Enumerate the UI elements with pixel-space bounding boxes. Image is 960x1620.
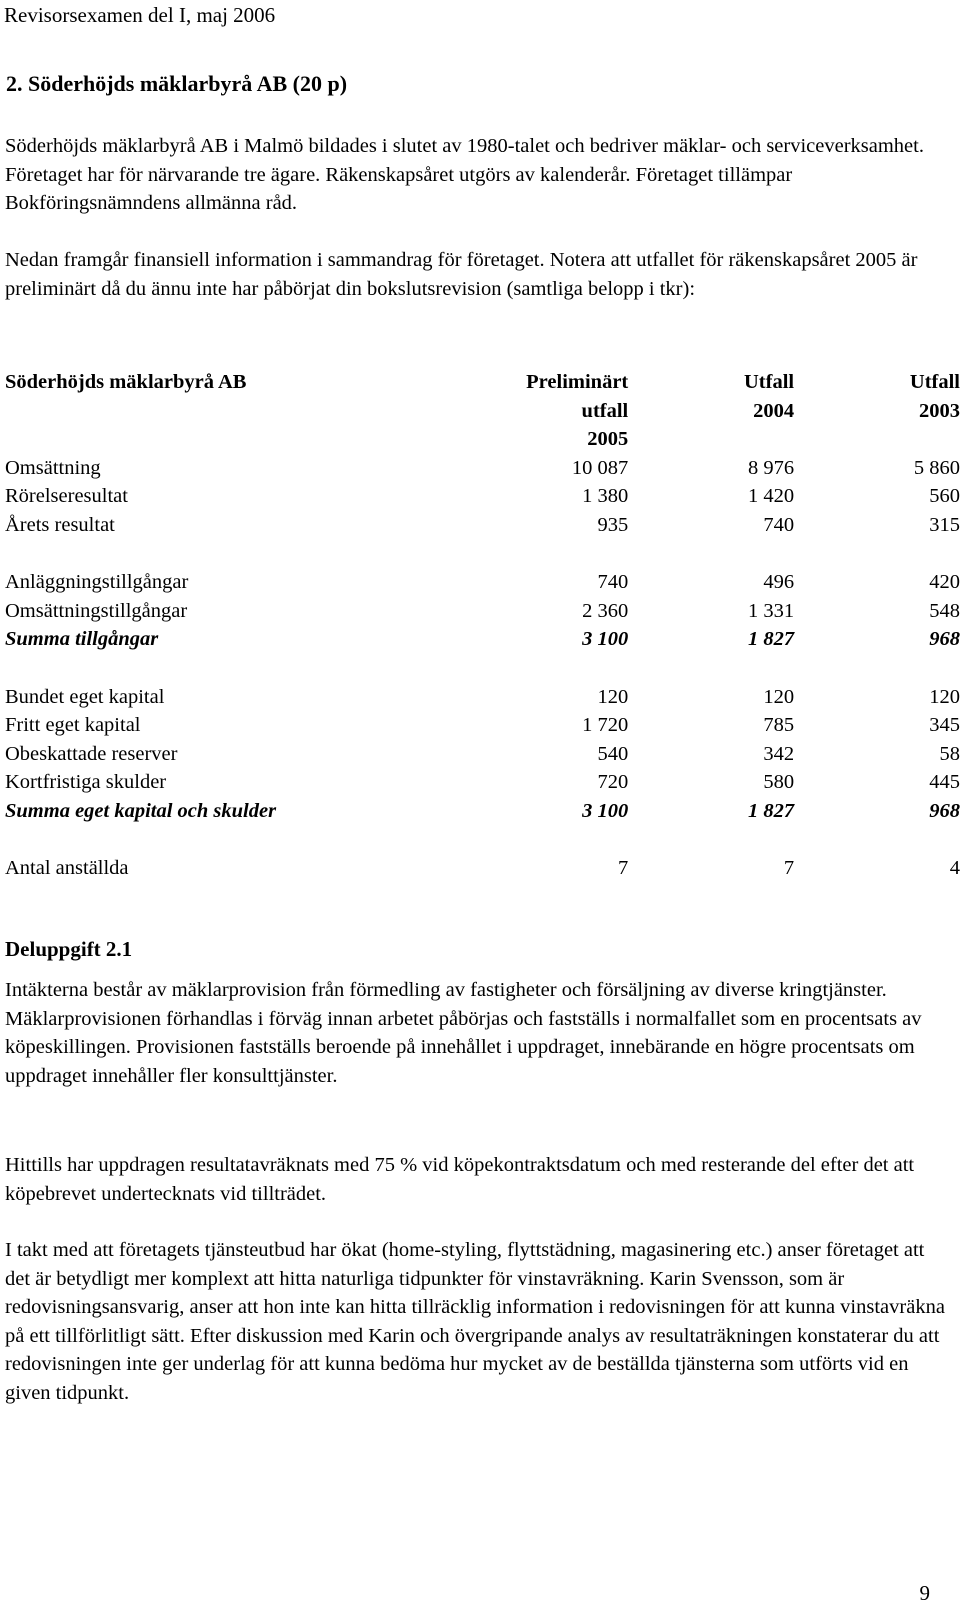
table-row [5,454,960,483]
table-row [5,740,960,769]
value-2005: 3 100 [582,799,629,822]
table-header-2003: 2003 [919,399,960,422]
row-label: Omsättning [5,456,101,479]
table-header-row [5,397,960,426]
value-2004: 120 [763,685,795,708]
table-row [5,768,960,797]
page-number: 9 [919,1581,930,1605]
table-spacer [5,654,960,683]
subtask-paragraph: Intäkterna består av mäklarprovision från förmedling av fastigheter och försäljning av diverse kringtjänster. Mäklarprovisionen förhandlas i förväg innan arbetet påbörjas och fastställs i normalfallet som en procentsats av köpeskillingen. Provisionen fastställs beroende på innehållet i uppdraget, innebärande en högre procentsats om uppdraget innehåller fler konsulttjänster. [5,979,922,1087]
table-header-2005: Preliminärt [526,371,629,393]
value-2003: 968 [929,799,960,822]
value-2004: 740 [763,513,795,536]
row-label: Antal anställda [5,857,129,879]
section-title: 2. Söderhöjds mäklarbyrå AB (20 p) [6,71,348,96]
table-header-2005: utfall [581,399,629,422]
value-2005: 120 [597,685,629,708]
table-header-row [5,368,960,397]
value-2005: 1 720 [582,714,629,736]
value-2003: 420 [929,571,960,593]
financial-summary-table [5,368,960,883]
value-2003: 58 [939,742,960,765]
row-label: Fritt eget kapital [5,714,141,736]
row-label: Obeskattade reserver [5,742,178,765]
row-label: Summa tillgångar [5,628,159,650]
table-total-row [5,797,960,826]
row-label: Summa eget kapital och skulder [5,799,277,822]
table-header-row [5,425,960,454]
value-2005: 720 [597,771,629,793]
subtask-paragraph: Hittills har uppdragen resultatavräknats med 75 % vid köpekontraktsdatum och med resterande del efter det att köpebrevet undertecknats vid tillträdet. [5,1154,915,1205]
value-2004: 8 976 [747,456,795,479]
row-label: Bundet eget kapital [5,685,165,708]
value-2005: 2 360 [582,599,629,622]
value-2005: 740 [597,571,629,593]
value-2003: 120 [929,685,960,708]
row-label: Rörelseresultat [5,485,128,507]
value-2004: 7 [783,857,795,879]
value-2003: 548 [929,599,960,622]
value-2004: 1 420 [747,485,795,507]
value-2003: 968 [929,628,960,650]
value-2003: 315 [929,513,960,536]
value-2005: 7 [618,857,629,879]
value-2003: 345 [929,714,960,736]
document-header: Revisorsexamen del I, maj 2006 [4,3,276,27]
table-header-company: Söderhöjds mäklarbyrå AB [5,371,247,393]
value-2005: 1 380 [582,485,629,507]
value-2004: 342 [763,742,795,765]
table-header-2004: Utfall [744,371,795,393]
subtask-paragraph: I takt med att företagets tjänsteutbud har ökat (home-styling, flyttstädning, magasinering etc.) anser företaget att det är betydligt mer komplext att hitta naturliga tidpunkter för vinstavräkning. Karin Svensson, som är redovisningsansvarig, anser att hon inte kan hitta tillräcklig information i redovisningen för att kunna vinstavräkna på ett tillförlitligt sätt. Efter diskussion med Karin och övergripande analys av resultaträkningen konstaterar du att redovisningen inte ger underlag för att kunna bedöma hur mycket av de beställda tjänsterna som utförts vid en given tidpunkt. [5,1239,945,1404]
table-row [5,482,960,511]
table-spacer [5,825,960,854]
row-label: Omsättningstillgångar [5,599,188,622]
value-2004: 1 827 [747,628,795,650]
value-2005: 3 100 [582,628,629,650]
table-header-2003: Utfall [909,371,960,393]
intro-paragraph: Nedan framgår finansiell information i sammandrag för företaget. Notera att utfallet för räkenskapsåret 2005 är preliminärt då du ännu inte har påbörjat din bokslutsrevision (samtliga belopp i tkr): [5,249,918,300]
table-row [5,511,960,540]
row-label: Kortfristiga skulder [5,771,167,793]
row-label: Årets resultat [5,513,115,536]
value-2005: 935 [597,513,629,536]
value-2004: 496 [763,571,795,593]
table-spacer [5,539,960,568]
value-2003: 445 [929,771,960,793]
value-2003: 5 860 [913,456,960,479]
table-header-2004: 2004 [753,399,795,422]
value-2004: 580 [763,771,795,793]
value-2004: 1 827 [747,799,795,822]
table-row [5,854,960,883]
table-row [5,568,960,597]
table-row [5,597,960,626]
value-2005: 540 [597,742,629,765]
intro-paragraph: Söderhöjds mäklarbyrå AB i Malmö bildades i slutet av 1980-talet och bedriver mäklar- och serviceverksamhet. Företaget har för närvarande tre ägare. Räkenskapsåret utgörs av kalenderår. Företaget tillämpar Bokföringsnämndens allmänna råd. [5,135,924,214]
value-2005: 10 087 [571,456,629,479]
value-2003: 4 [949,857,960,879]
table-header-2005: 2005 [587,428,629,450]
subtask-title: Deluppgift 2.1 [5,937,133,961]
table-row [5,711,960,740]
value-2004: 1 331 [747,599,795,622]
table-total-row [5,625,960,654]
value-2004: 785 [763,714,795,736]
row-label: Anläggningstillgångar [5,571,189,593]
value-2003: 560 [929,485,960,507]
table-row [5,683,960,712]
